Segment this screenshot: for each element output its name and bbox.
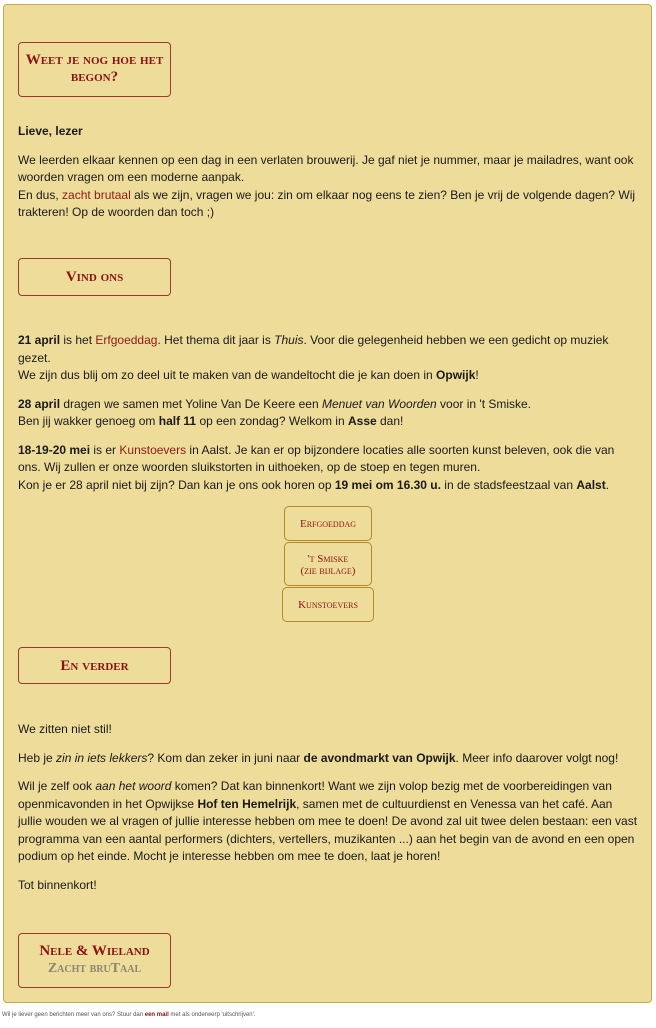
newsletter-card <box>3 4 652 1003</box>
event-kunstoevers: 18-19-20 mei is er Kunstoevers in Aalst. Je kan er op bijzondere locaties alle soorten kunst beleven, ook die van ons. Wij zullen er onze woorden sluikstorten in uithoeken, op de stoep en tegen muren. Kon je er 28 april niet bij zijn? Dan kan je ons ook horen op 19 mei om 16.30 u. in de stadsfeestzaal van Aalst. <box>18 442 615 492</box>
heading-line-1: Weet je nog hoe het <box>25 52 164 68</box>
heading-further <box>18 647 171 684</box>
kunstoevers-button-label: Kunstoevers <box>298 599 358 611</box>
smiske-button[interactable] <box>284 542 372 586</box>
heading-find-us <box>18 258 171 296</box>
erfgoeddag-link[interactable]: Erfgoeddag <box>95 333 158 347</box>
heading-further-label: En verder <box>60 658 129 674</box>
intro-paragraph-2: En dus, zacht brutaal als we zijn, vragen we jou: zin om elkaar nog eens te zien? Ben je vrij de volgende dagen? Wij trakteren! Op de woorden dan toch ;) <box>18 187 636 219</box>
smiske-button-label: 't Smiske <box>307 553 349 565</box>
kunstoevers-link[interactable]: Kunstoevers <box>119 442 187 457</box>
more-paragraph-4: Tot binnenkort! <box>18 877 97 892</box>
more-paragraph-2: Heb je zin in iets lekkers? Kom dan zeker in juni naar de avondmarkt van Opwijk. Meer info daarover volgt nog! <box>18 750 619 765</box>
events-section <box>18 332 638 494</box>
unsubscribe-footer: Wil je liever geen berichten meer van ons? Stuur dan een mail met als onderwerp 'uitschrijven'. <box>2 1012 256 1018</box>
signature-name: Nele & Wieland <box>39 943 150 959</box>
erfgoeddag-button[interactable] <box>284 506 372 541</box>
intro-paragraph-1: We leerden elkaar kennen op een dag in een verlaten brouwerij. Je gaf niet je nummer, maar je mailadres, want ook woorden vragen om een moderne aanpak. <box>18 152 634 184</box>
signature-box <box>18 933 171 988</box>
intro-section <box>18 123 638 222</box>
erfgoeddag-button-label: Erfgoeddag <box>299 518 357 530</box>
kunstoevers-button[interactable] <box>282 587 374 622</box>
more-paragraph-1: We zitten niet stil! <box>18 722 112 736</box>
unsubscribe-mail-link[interactable]: een mail <box>144 1012 169 1018</box>
heading-find-us-label: Vind ons <box>65 269 124 285</box>
smiske-button-sublabel: (zie bijlage) <box>300 565 356 577</box>
event-smiske: 28 april dragen we samen met Yoline Van De Keere een Menuet van Woorden voor in 't Smiske. Ben jij wakker genoeg om half 11 op een zondag? Welkom in Asse dan! <box>18 396 532 428</box>
signature-subtitle: Zacht bruTaal <box>47 961 142 976</box>
more-section <box>18 721 638 894</box>
heading-line-2: begon? <box>70 69 119 85</box>
more-paragraph-3: Wil je zelf ook aan het woord komen? Dat kan binnenkort! Want we zijn volop bezig met de voorbereidingen van openmicavonden in het Opwijkse Hof ten Hemelrijk, samen met de cultuurdienst en Venessa van het café. Aan jullie wouden we al vragen of jullie interesse hebben om mee te doen! De avond zal uit twee delen bestaan: een vast programma van een aantal performers (dichters, vertellers, muzikanten ...) aan het begin van de avond en een open podium op het einde. Mocht je interesse hebben om mee te doen, laat je horen! <box>18 779 638 863</box>
heading-how-it-began <box>18 42 171 97</box>
zacht-brutaal-link[interactable]: zacht brutaal <box>62 187 131 202</box>
greeting: Lieve, lezer <box>18 124 83 138</box>
event-erfgoeddag: 21 april is het Erfgoeddag. Het thema dit jaar is Thuis. Voor die gelegenheid hebben we een gedicht op muziek gezet. We zijn dus blij om zo deel uit te maken van de wandeltocht die je kan doen in Opwijk! <box>18 333 609 382</box>
